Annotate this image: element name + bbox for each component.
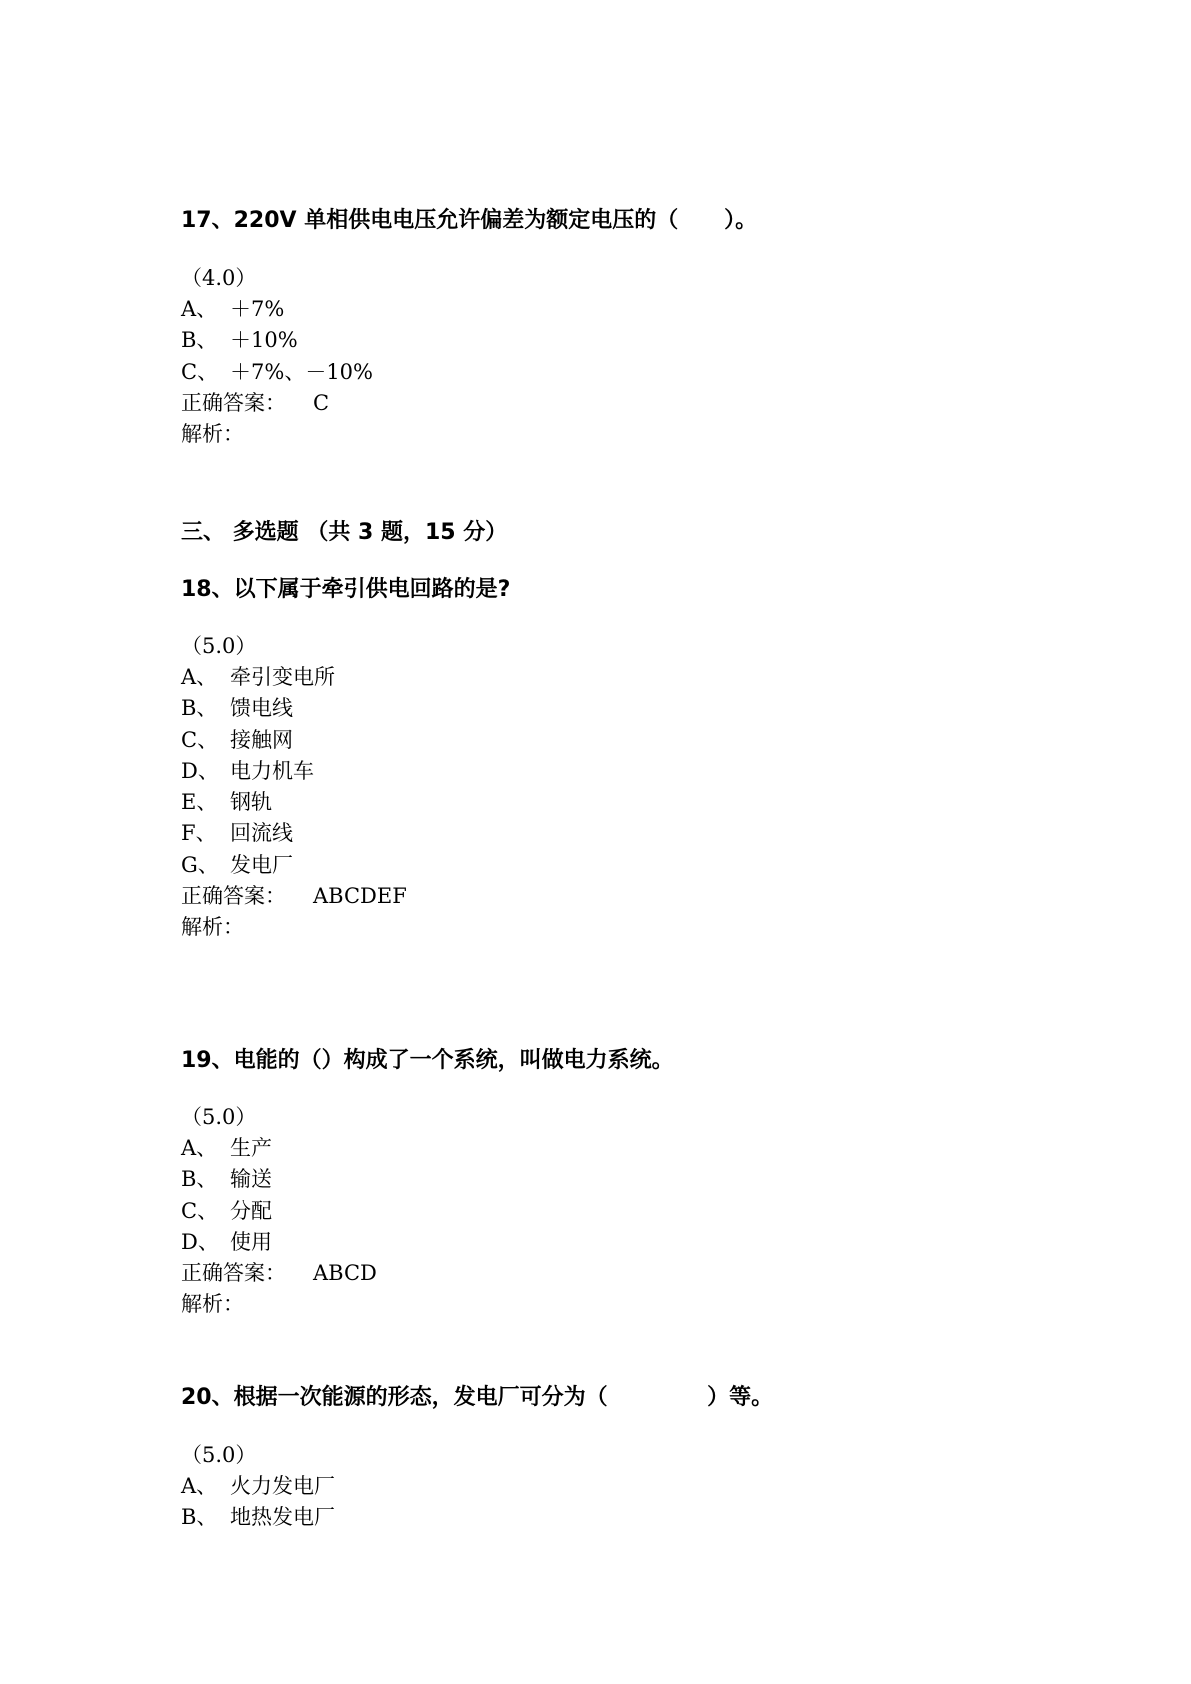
question-18 bbox=[181, 575, 510, 605]
question-19-body bbox=[181, 1102, 377, 1321]
question-19 bbox=[181, 1046, 674, 1076]
question-score: （5.0） bbox=[181, 634, 257, 658]
answer-value: C bbox=[313, 390, 330, 415]
question-title: 17、220V 单相供电电压允许偏差为额定电压的（ ）。 bbox=[181, 208, 758, 233]
answer-value: ABCDEF bbox=[313, 884, 407, 909]
option-text: ＋7% bbox=[230, 297, 285, 321]
option-letter: D、 bbox=[181, 758, 219, 783]
option-e bbox=[181, 787, 407, 818]
option-letter: A、 bbox=[181, 665, 218, 689]
option-text: 钢轨 bbox=[230, 790, 272, 815]
option-b bbox=[181, 1502, 335, 1533]
option-text: 回流线 bbox=[230, 821, 293, 846]
option-letter: C、 bbox=[181, 1198, 219, 1223]
question-title: 20、根据一次能源的形态，发电厂可分为（ ）等。 bbox=[181, 1385, 774, 1410]
option-text: 牵引变电所 bbox=[230, 665, 335, 689]
option-text: 地热发电厂 bbox=[230, 1505, 335, 1530]
answer-value: ABCD bbox=[313, 1261, 377, 1286]
option-c bbox=[181, 1196, 377, 1227]
option-text: 输送 bbox=[230, 1167, 272, 1192]
option-letter: B、 bbox=[181, 696, 218, 721]
option-letter: A、 bbox=[181, 297, 218, 321]
option-text: 火力发电厂 bbox=[230, 1474, 335, 1498]
question-20-body bbox=[181, 1440, 335, 1534]
option-letter: B、 bbox=[181, 1167, 218, 1192]
analysis: 解析： bbox=[181, 422, 244, 447]
answer-label: 正确答案： bbox=[181, 390, 286, 415]
option-text: 分配 bbox=[230, 1198, 272, 1223]
option-text: 电力机车 bbox=[230, 758, 314, 783]
option-b bbox=[181, 1164, 377, 1195]
question-17 bbox=[181, 206, 757, 236]
option-letter: G、 bbox=[181, 852, 219, 877]
option-text: 发电厂 bbox=[230, 852, 293, 877]
option-a bbox=[181, 294, 373, 325]
option-text: ＋7%、－10% bbox=[230, 359, 373, 384]
option-letter: D、 bbox=[181, 1229, 219, 1254]
analysis: 解析： bbox=[181, 1292, 244, 1317]
section-title: 三、 多选题 （共 3 题，15 分） bbox=[181, 520, 508, 545]
option-b bbox=[181, 325, 373, 356]
option-text: 馈电线 bbox=[230, 696, 293, 721]
question-score: （5.0） bbox=[181, 1443, 257, 1467]
question-18-body bbox=[181, 631, 407, 944]
answer-label: 正确答案： bbox=[181, 884, 286, 909]
question-score: （5.0） bbox=[181, 1105, 257, 1129]
option-letter: B、 bbox=[181, 328, 218, 353]
option-c bbox=[181, 725, 407, 756]
option-letter: A、 bbox=[181, 1136, 218, 1160]
option-letter: A、 bbox=[181, 1474, 218, 1498]
option-text: 接触网 bbox=[230, 727, 293, 752]
analysis: 解析： bbox=[181, 915, 244, 940]
correct-answer bbox=[181, 388, 373, 419]
option-letter: B、 bbox=[181, 1505, 218, 1530]
correct-answer bbox=[181, 881, 407, 912]
option-text: ＋10% bbox=[230, 328, 298, 353]
answer-label: 正确答案： bbox=[181, 1261, 286, 1286]
option-letter: C、 bbox=[181, 727, 219, 752]
option-d bbox=[181, 1227, 377, 1258]
question-title: 19、电能的（）构成了一个系统，叫做电力系统。 bbox=[181, 1048, 674, 1073]
option-b bbox=[181, 693, 407, 724]
option-letter: C、 bbox=[181, 359, 219, 384]
option-a bbox=[181, 1133, 377, 1164]
section-header bbox=[181, 518, 507, 548]
option-f bbox=[181, 818, 407, 849]
option-d bbox=[181, 756, 407, 787]
question-17-body bbox=[181, 263, 373, 450]
option-a bbox=[181, 662, 407, 693]
correct-answer bbox=[181, 1258, 377, 1289]
option-g bbox=[181, 850, 407, 881]
question-20 bbox=[181, 1383, 773, 1413]
question-title: 18、以下属于牵引供电回路的是? bbox=[181, 577, 511, 602]
option-a bbox=[181, 1471, 335, 1502]
option-c bbox=[181, 357, 373, 388]
option-text: 生产 bbox=[230, 1136, 272, 1160]
option-letter: F、 bbox=[181, 821, 217, 846]
question-score: （4.0） bbox=[181, 266, 257, 290]
option-letter: E、 bbox=[181, 790, 218, 815]
option-text: 使用 bbox=[230, 1229, 272, 1254]
